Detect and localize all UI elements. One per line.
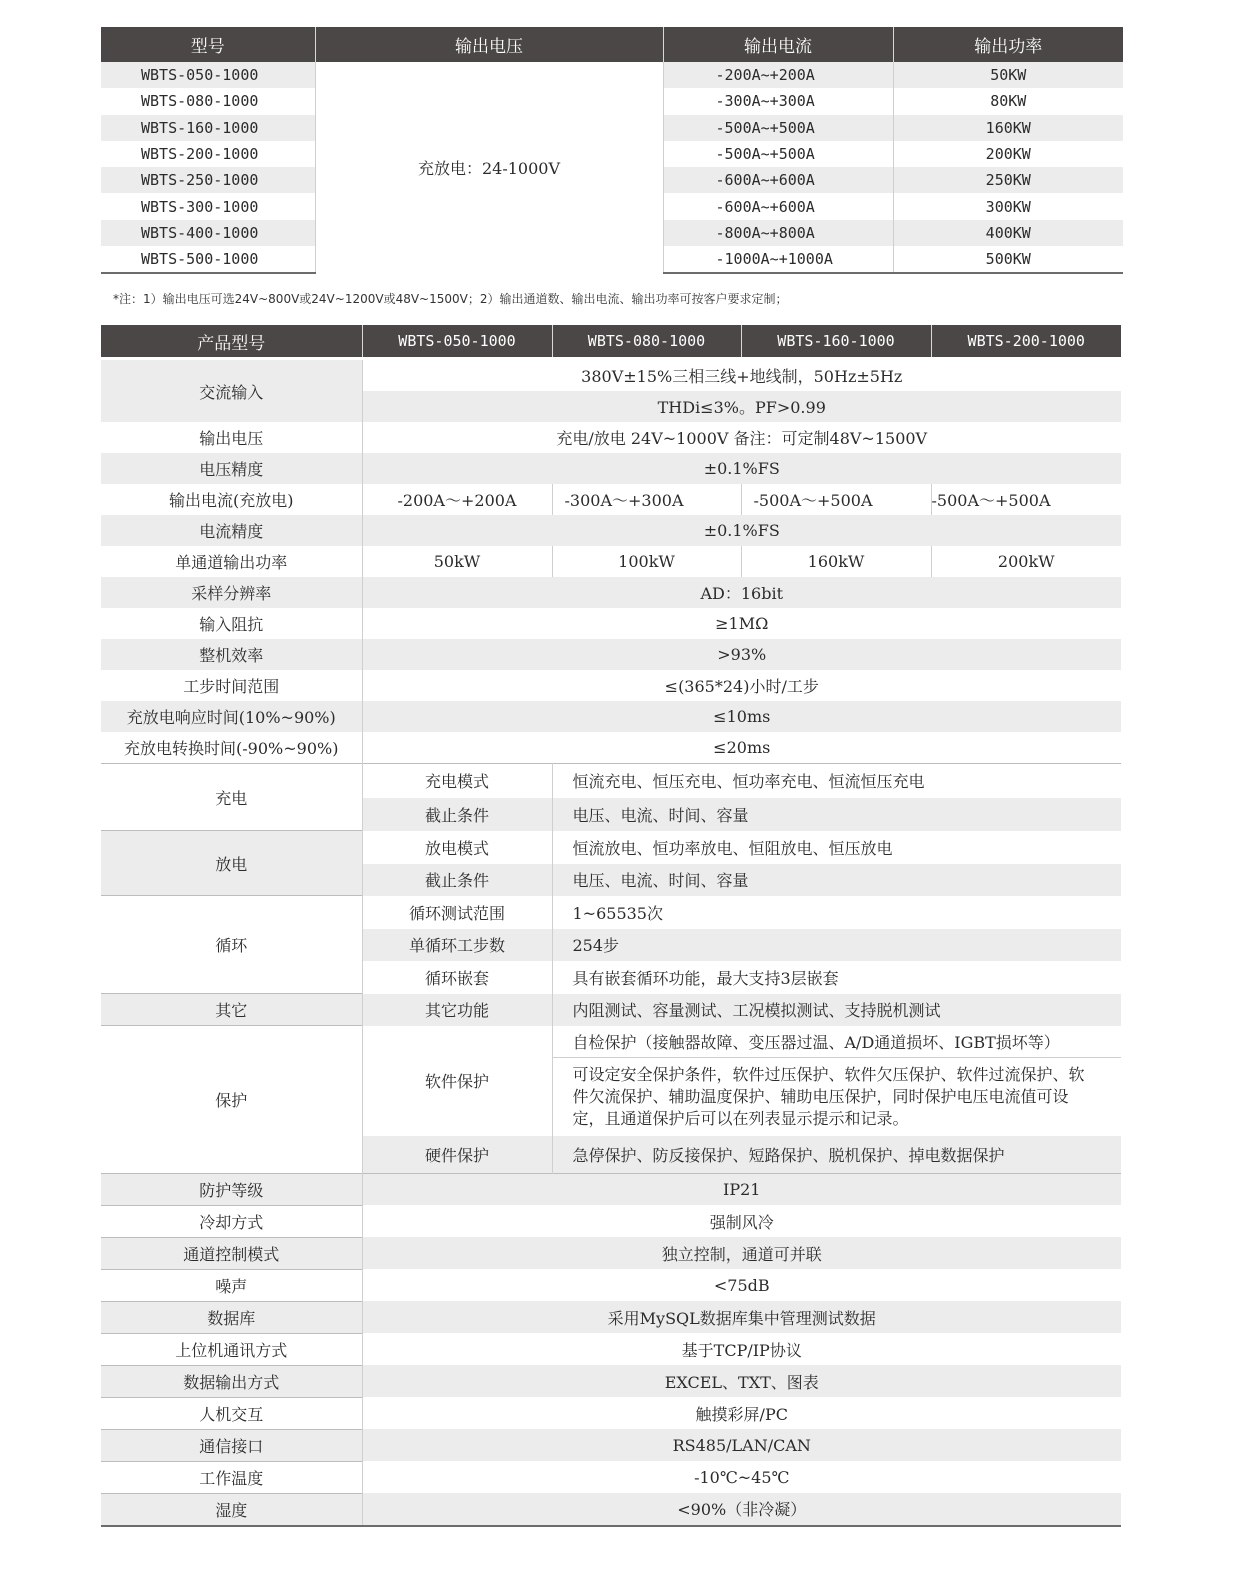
table-row	[101, 1461, 1121, 1493]
table-row	[101, 1173, 1121, 1205]
table-row	[101, 896, 1121, 929]
footnote: *注：1）输出电压可选24V~800V或24V~1200V或48V~1500V；2）输出通道数、输出电流、输出功率可按客户要求定制；	[113, 292, 788, 306]
model-output-table	[101, 27, 1123, 274]
model-cell: WBTS-400-1000	[101, 220, 315, 246]
model-cell: WBTS-160-1000	[101, 115, 315, 141]
cycle-nest-label: 循环嵌套	[362, 961, 552, 994]
power-cell: 200KW	[985, 145, 1031, 164]
charge-mode-value: 恒流充电、恒压充电、恒功率充电、恒流恒压充电	[552, 764, 1121, 798]
database-value: 采用MySQL数据库集中管理测试数据	[362, 1301, 1121, 1333]
model-column-1: WBTS-050-1000	[362, 325, 552, 357]
output-current-value-4: -500A～+500A	[931, 491, 1051, 510]
current-cell: -200A~+200A	[663, 62, 893, 88]
humidity-label: 湿度	[101, 1493, 362, 1526]
cycle-range-value: 1~65535次	[572, 903, 663, 923]
current-accuracy-value: ±0.1%FS	[362, 515, 1121, 546]
software-protection-value: 可设定安全保护条件，软件过压保护、软件欠压保护、软件过流保护、软件欠流保护、辅助温度保护、辅助电压保护，同时保护电压电流值可设定，且通道保护后可以在列表显示提示和记录。	[572, 1064, 1085, 1128]
database-label: 数据库	[101, 1301, 362, 1333]
table-row	[101, 1429, 1121, 1461]
ac-input-value-2: THDi≤3%。PF>0.99	[362, 391, 1121, 422]
cycle-nest-value: 具有嵌套循环功能，最大支持3层嵌套	[572, 968, 839, 988]
header-model: 型号	[101, 27, 315, 62]
voltage-accuracy-value: ±0.1%FS	[362, 453, 1121, 484]
table-row	[101, 1026, 1121, 1058]
table-row	[101, 764, 1121, 798]
model-cell: WBTS-500-1000	[101, 246, 315, 273]
host-comm-label: 上位机通讯方式	[101, 1333, 362, 1365]
hmi-value: 触摸彩屏/PC	[695, 1404, 788, 1424]
ac-input-label: 交流输入	[101, 360, 362, 422]
hardware-protection-value: 急停保护、防反接保护、短路保护、脱机保护、掉电数据保护	[552, 1136, 1121, 1174]
table-row	[101, 1237, 1121, 1269]
efficiency-label: 整机效率	[101, 639, 362, 670]
current-cell: -500A~+500A	[663, 141, 893, 167]
step-time-value: ≤(365*24)小时/工步	[664, 677, 819, 696]
cycle-steps-label: 单循环工步数	[362, 929, 552, 961]
table-row	[101, 360, 1121, 391]
channel-power-value-4: 200kW	[997, 552, 1055, 571]
efficiency-value: >93%	[362, 639, 1121, 670]
comm-interface-value: RS485/LAN/CAN	[362, 1429, 1121, 1461]
voltage-accuracy-label: 电压精度	[101, 453, 362, 484]
discharge-label: 放电	[101, 831, 362, 896]
table-row	[101, 515, 1121, 546]
charge-cutoff-label: 截止条件	[362, 798, 552, 831]
current-accuracy-label: 电流精度	[101, 515, 362, 546]
discharge-mode-label: 放电模式	[362, 831, 552, 864]
header-voltage: 输出电压	[315, 27, 663, 62]
output-voltage-label: 输出电压	[101, 422, 362, 453]
table-row	[101, 670, 1121, 701]
current-cell: -600A~+600A	[663, 167, 893, 193]
cycle-steps-value: 254步	[552, 929, 1121, 961]
model-cell: WBTS-080-1000	[141, 92, 259, 111]
table-row	[101, 732, 1121, 764]
table-row	[101, 994, 1121, 1026]
current-cell: -500A~+500A	[663, 115, 893, 141]
model-cell: WBTS-050-1000	[101, 62, 315, 88]
protection-label: 保护	[101, 1026, 362, 1174]
step-time-label: 工步时间范围	[101, 670, 362, 701]
response-time-value: ≤10ms	[362, 701, 1121, 732]
host-comm-value: 基于TCP/IP协议	[681, 1340, 802, 1360]
cooling-label: 冷却方式	[101, 1205, 362, 1237]
hmi-label: 人机交互	[101, 1397, 362, 1429]
input-impedance-value: ≥1MΩ	[715, 614, 769, 633]
ac-input-value-1: 380V±15%三相三线+地线制，50Hz±5Hz	[581, 367, 903, 386]
channel-power-value-2: 100kW	[552, 546, 741, 577]
noise-value: <75dB	[713, 1275, 770, 1295]
output-current-value-3: -500A～+500A	[741, 484, 931, 515]
model-cell: WBTS-200-1000	[141, 145, 259, 164]
table-row	[101, 546, 1121, 577]
table-row	[101, 639, 1121, 670]
spec-header-row	[101, 325, 1121, 357]
sampling-resolution-label: 采样分辨率	[101, 577, 362, 608]
output-voltage-value: 充电/放电 24V~1000V 备注：可定制48V~1500V	[556, 429, 928, 448]
channel-control-label: 通道控制模式	[101, 1237, 362, 1269]
discharge-cutoff-value: 电压、电流、时间、容量	[552, 864, 1121, 896]
power-cell: 50KW	[893, 62, 1123, 88]
work-temp-label: 工作温度	[101, 1461, 362, 1493]
table-row	[101, 1269, 1121, 1301]
power-cell: 300KW	[985, 197, 1031, 216]
voltage-cell: 充放电：24-1000V	[315, 62, 663, 273]
channel-power-value-3: 160kW	[741, 546, 931, 577]
output-current-label: 输出电流(充放电)	[101, 484, 362, 515]
current-cell: -1000A~+1000A	[663, 246, 893, 273]
current-cell: -600A~+600A	[663, 193, 893, 219]
humidity-value: <90%（非冷凝）	[362, 1493, 1121, 1526]
channel-power-label: 单通道输出功率	[101, 546, 362, 577]
table-row	[101, 1397, 1121, 1429]
protection-level-value: IP21	[362, 1173, 1121, 1205]
output-current-value-2: -300A～+300A	[552, 484, 741, 515]
table-row	[101, 453, 1121, 484]
model-column-2: WBTS-080-1000	[552, 325, 741, 357]
header-current: 输出电流	[663, 27, 893, 62]
table-row	[101, 577, 1121, 608]
input-impedance-label: 输入阻抗	[101, 608, 362, 639]
cycle-label: 循环	[101, 896, 362, 994]
model-column-3: WBTS-160-1000	[741, 325, 931, 357]
header-power: 输出功率	[893, 27, 1123, 62]
other-label: 其它	[101, 994, 362, 1026]
table-row	[101, 1333, 1121, 1365]
data-output-value: EXCEL、TXT、图表	[362, 1365, 1121, 1397]
table-row	[101, 484, 1121, 515]
channel-power-value-1: 50kW	[362, 546, 552, 577]
response-time-label: 充放电响应时间(10%~90%)	[101, 701, 362, 732]
charge-label: 充电	[101, 764, 362, 831]
table-row	[101, 701, 1121, 732]
model-column-4: WBTS-200-1000	[931, 325, 1121, 357]
power-cell: 160KW	[893, 115, 1123, 141]
switch-time-label: 充放电转换时间(-90%~90%)	[101, 732, 362, 764]
data-output-label: 数据输出方式	[101, 1365, 362, 1397]
spec-table	[101, 325, 1121, 1527]
protection-level-label: 防护等级	[101, 1173, 362, 1205]
channel-control-value: 独立控制，通道可并联	[362, 1237, 1121, 1269]
work-temp-value: -10℃~45℃	[694, 1467, 790, 1487]
charge-cutoff-value: 电压、电流、时间、容量	[552, 798, 1121, 831]
comm-interface-label: 通信接口	[101, 1429, 362, 1461]
other-function-label: 其它功能	[362, 994, 552, 1026]
table-row	[101, 1301, 1121, 1333]
switch-time-value: ≤20ms	[713, 738, 771, 757]
table-row	[101, 1205, 1121, 1237]
table1-header-row	[101, 27, 1123, 62]
model-cell: WBTS-250-1000	[101, 167, 315, 193]
discharge-mode-value: 恒流放电、恒功率放电、恒阻放电、恒压放电	[572, 838, 893, 858]
product-model-label: 产品型号	[101, 325, 362, 357]
other-function-value: 内阻测试、容量测试、工况模拟测试、支持脱机测试	[552, 994, 1121, 1026]
software-protection-label: 软件保护	[362, 1026, 552, 1136]
output-current-value-1: -200A～+200A	[362, 484, 552, 515]
table-row	[101, 62, 1123, 88]
model-cell: WBTS-300-1000	[141, 197, 259, 216]
power-cell: 80KW	[990, 92, 1027, 111]
table-row	[101, 1365, 1121, 1397]
table-row	[101, 608, 1121, 639]
cycle-range-label: 循环测试范围	[362, 896, 552, 929]
hardware-protection-label: 硬件保护	[362, 1136, 552, 1174]
sampling-resolution-value: AD：16bit	[362, 577, 1121, 608]
cooling-value: 强制风冷	[709, 1212, 774, 1232]
discharge-cutoff-label: 截止条件	[362, 864, 552, 896]
current-cell: -300A~+300A	[663, 88, 893, 114]
self-check-protection-value: 自检保护（接触器故障、变压器过温、A/D通道损坏、IGBT损坏等）	[552, 1026, 1121, 1058]
table-row	[101, 422, 1121, 453]
current-cell: -800A~+800A	[663, 220, 893, 246]
noise-label: 噪声	[101, 1269, 362, 1301]
table-row	[101, 831, 1121, 864]
power-cell: 250KW	[893, 167, 1123, 193]
table-row	[101, 1493, 1121, 1526]
power-cell: 500KW	[893, 246, 1123, 273]
power-cell: 400KW	[893, 220, 1123, 246]
charge-mode-label: 充电模式	[362, 764, 552, 798]
